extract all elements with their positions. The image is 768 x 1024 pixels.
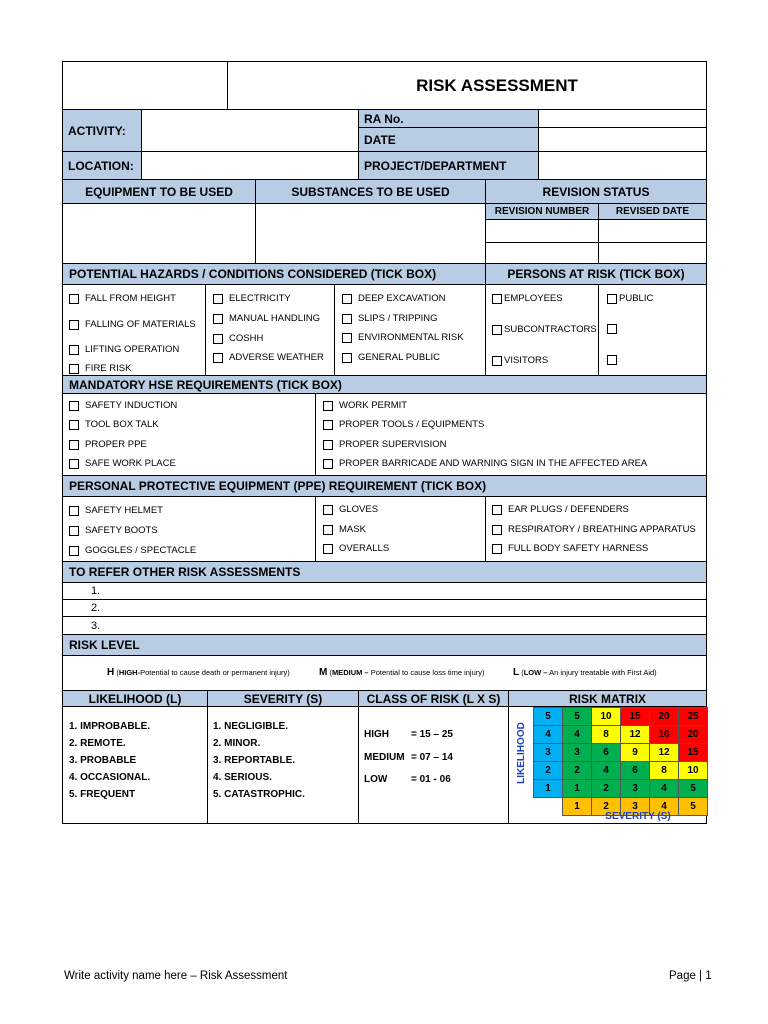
matrix-cell: 9	[620, 743, 650, 762]
severity-list	[207, 706, 359, 824]
hse-item[interactable]: PROPER TOOLS / EQUIPMENTS	[323, 419, 484, 430]
ppe-item[interactable]: FULL BODY SAFETY HARNESS	[492, 543, 648, 554]
checkbox[interactable]	[323, 440, 333, 450]
ppe-item[interactable]: GLOVES	[323, 504, 378, 515]
checkbox[interactable]	[323, 544, 333, 554]
activity-label: ACTIVITY:	[62, 109, 142, 152]
person-item[interactable]: VISITORS	[492, 355, 548, 366]
checkbox[interactable]	[69, 420, 79, 430]
persons-col-1	[485, 284, 599, 376]
class-item: LOW	[364, 774, 388, 785]
ppe-item[interactable]: OVERALLS	[323, 543, 389, 554]
hazard-item[interactable]: FALL FROM HEIGHT	[69, 293, 176, 304]
footer-right: Page | 1	[669, 970, 712, 982]
severity-item: 3. REPORTABLE.	[213, 755, 296, 766]
checkbox[interactable]	[69, 526, 79, 536]
likelihood-header: LIKELIHOOD (L)	[62, 690, 208, 707]
persons-col-2	[598, 284, 707, 376]
severity-item: 4. SERIOUS.	[213, 772, 272, 783]
class-list	[358, 706, 509, 824]
hse-col-2	[315, 393, 707, 476]
ppe-item[interactable]: SAFETY BOOTS	[69, 525, 158, 536]
location-field[interactable]	[141, 151, 359, 180]
checkbox[interactable]	[69, 401, 79, 411]
revised-date-header: REVISED DATE	[598, 203, 707, 220]
hazard-item[interactable]: LIFTING OPERATION	[69, 344, 179, 355]
location-label: LOCATION:	[62, 151, 142, 180]
hazard-item[interactable]: COSHH	[213, 333, 263, 344]
matrix-x-label: SEVERITY (S)	[605, 811, 671, 822]
activity-field[interactable]	[141, 109, 359, 152]
date-field[interactable]	[538, 127, 707, 152]
hse-item[interactable]: WORK PERMIT	[323, 400, 407, 411]
checkbox[interactable]	[342, 314, 352, 324]
checkbox[interactable]	[69, 364, 79, 374]
person-item[interactable]: PUBLIC	[607, 293, 653, 304]
project-field[interactable]	[538, 151, 707, 180]
ppe-item[interactable]: EAR PLUGS / DEFENDERS	[492, 504, 629, 515]
refer-line-2[interactable]: 2.	[62, 599, 707, 617]
checkbox[interactable]	[213, 353, 223, 363]
likelihood-item: 1. IMPROBABLE.	[69, 721, 151, 732]
ra-no-field[interactable]	[538, 109, 707, 128]
ppe-col-2	[315, 496, 486, 562]
person-item[interactable]	[607, 324, 619, 334]
refer-line-1[interactable]: 1.	[62, 582, 707, 600]
refer-line-3[interactable]: 3.	[62, 616, 707, 635]
hse-item[interactable]: SAFETY INDUCTION	[69, 400, 177, 411]
class-range: = 07 – 14	[411, 752, 453, 763]
substances-header: SUBSTANCES TO BE USED	[255, 179, 486, 204]
risk-low: L (LOW – An injury treatable with First Aid)	[513, 667, 657, 678]
matrix-cell: 10	[591, 707, 621, 726]
class-item: HIGH	[364, 729, 389, 740]
checkbox[interactable]	[323, 401, 333, 411]
matrix-cell: 3	[620, 779, 650, 798]
ppe-col-1	[62, 496, 316, 562]
checkbox[interactable]	[342, 333, 352, 343]
likelihood-axis-cell: 1	[533, 779, 563, 798]
severity-axis-cell: 3	[620, 797, 650, 816]
hse-item[interactable]: PROPER SUPERVISION	[323, 439, 447, 450]
matrix-cell: 2	[562, 761, 592, 780]
checkbox[interactable]	[492, 544, 502, 554]
likelihood-item: 2. REMOTE.	[69, 738, 126, 749]
checkbox[interactable]	[69, 440, 79, 450]
persons-header: PERSONS AT RISK (TICK BOX)	[485, 263, 707, 285]
equipment-header: EQUIPMENT TO BE USED	[62, 179, 256, 204]
person-item[interactable]: SUBCONTRACTORS	[492, 324, 597, 335]
matrix-cell: 6	[620, 761, 650, 780]
hazard-item[interactable]: DEEP EXCAVATION	[342, 293, 445, 304]
class-item: MEDIUM	[364, 752, 405, 763]
checkbox[interactable]	[69, 345, 79, 355]
risk-matrix	[508, 706, 707, 824]
date-label: DATE	[358, 127, 539, 152]
hazard-item[interactable]: ELECTRICITY	[213, 293, 291, 304]
title-box	[227, 61, 707, 110]
matrix-cell: 4	[649, 779, 679, 798]
revised-date-cell[interactable]	[598, 242, 707, 264]
hazard-item[interactable]: ENVIRONMENTAL RISK	[342, 332, 464, 343]
matrix-cell: 8	[649, 761, 679, 780]
severity-axis-cell: 1	[562, 797, 592, 816]
revised-date-cell[interactable]	[598, 219, 707, 243]
matrix-cell: 25	[678, 707, 708, 726]
checkbox[interactable]	[492, 294, 502, 304]
risk-level-header: RISK LEVEL	[62, 634, 707, 656]
likelihood-axis-cell: 2	[533, 761, 563, 780]
ppe-item[interactable]: GOGGLES / SPECTACLE	[69, 545, 196, 556]
matrix-cell: 16	[649, 725, 679, 744]
checkbox[interactable]	[69, 546, 79, 556]
hazard-item[interactable]: FALLING OF MATERIALS	[69, 319, 196, 330]
checkbox[interactable]	[323, 420, 333, 430]
hse-header: MANDATORY HSE REQUIREMENTS (TICK BOX)	[62, 375, 707, 394]
checkbox[interactable]	[213, 334, 223, 344]
equipment-field[interactable]	[62, 203, 256, 264]
checkbox[interactable]	[69, 294, 79, 304]
class-header: CLASS OF RISK (L X S)	[358, 690, 509, 707]
revision-status-header: REVISION STATUS	[485, 179, 707, 204]
hse-item[interactable]: TOOL BOX TALK	[69, 419, 159, 430]
matrix-cell: 1	[562, 779, 592, 798]
matrix-cell: 3	[562, 743, 592, 762]
matrix-cell: 15	[678, 743, 708, 762]
person-item[interactable]: EMPLOYEES	[492, 293, 563, 304]
revision-number-header: REVISION NUMBER	[485, 203, 599, 220]
matrix-cell: 5	[562, 707, 592, 726]
footer-left: Write activity name here – Risk Assessment	[64, 970, 288, 982]
hazard-item[interactable]: ADVERSE WEATHER	[213, 352, 324, 363]
hazard-item[interactable]: MANUAL HANDLING	[213, 313, 320, 324]
checkbox[interactable]	[492, 356, 502, 366]
severity-axis-cell: 2	[591, 797, 621, 816]
hazard-item[interactable]: FIRE RISK	[69, 363, 131, 374]
matrix-cell: 12	[620, 725, 650, 744]
checkbox[interactable]	[607, 355, 617, 365]
checkbox[interactable]	[69, 459, 79, 469]
severity-header: SEVERITY (S)	[207, 690, 359, 707]
likelihood-item: 4. OCCASIONAL.	[69, 772, 151, 783]
ppe-col-3	[485, 496, 707, 562]
ppe-item[interactable]: SAFETY HELMET	[69, 505, 163, 516]
substances-field[interactable]	[255, 203, 486, 264]
matrix-y-label: LIKELIHOOD	[516, 722, 527, 784]
matrix-cell: 6	[591, 743, 621, 762]
likelihood-list	[62, 706, 208, 824]
hazard-item[interactable]: SLIPS / TRIPPING	[342, 313, 438, 324]
severity-item: 1. NEGLIGIBLE.	[213, 721, 289, 732]
hazards-header: POTENTIAL HAZARDS / CONDITIONS CONSIDERED (TICK BOX)	[62, 263, 486, 285]
hazards-col-2	[205, 284, 335, 376]
revision-number-cell[interactable]	[485, 219, 599, 243]
likelihood-item: 5. FREQUENT	[69, 789, 136, 800]
hse-item[interactable]: PROPER BARRICADE AND WARNING SIGN IN THE AFFECTED AREA	[323, 458, 647, 469]
checkbox[interactable]	[213, 294, 223, 304]
checkbox[interactable]	[492, 505, 502, 515]
hazards-col-3	[334, 284, 486, 376]
matrix-cell: 20	[649, 707, 679, 726]
ra-no-label: RA No.	[358, 109, 539, 128]
likelihood-axis-cell: 5	[533, 707, 563, 726]
likelihood-item: 3. PROBABLE	[69, 755, 137, 766]
checkbox[interactable]	[607, 324, 617, 334]
matrix-header: RISK MATRIX	[508, 690, 707, 707]
revision-number-cell[interactable]	[485, 242, 599, 264]
ppe-item[interactable]: MASK	[323, 524, 366, 535]
hazards-col-1	[62, 284, 206, 376]
project-label: PROJECT/DEPARTMENT	[358, 151, 539, 180]
checkbox[interactable]	[342, 353, 352, 363]
checkbox[interactable]	[323, 459, 333, 469]
checkbox[interactable]	[213, 314, 223, 324]
ppe-item[interactable]: RESPIRATORY / BREATHING APPARATUS	[492, 524, 696, 535]
severity-axis-cell: 5	[678, 797, 708, 816]
matrix-grid	[533, 707, 709, 812]
matrix-cell: 15	[620, 707, 650, 726]
checkbox[interactable]	[323, 505, 333, 515]
ppe-header: PERSONAL PROTECTIVE EQUIPMENT (PPE) REQUIREMENT (TICK BOX)	[62, 475, 707, 497]
checkbox[interactable]	[323, 525, 333, 535]
logo-box	[62, 61, 228, 110]
severity-item: 5. CATASTROPHIC.	[213, 789, 305, 800]
hse-col-1	[62, 393, 316, 476]
matrix-cell: 10	[678, 761, 708, 780]
person-item[interactable]	[607, 355, 619, 365]
checkbox[interactable]	[607, 294, 617, 304]
severity-item: 2. MINOR.	[213, 738, 261, 749]
risk-medium: M (MEDIUM – Potential to cause loss time injury)	[319, 667, 485, 678]
matrix-cell: 20	[678, 725, 708, 744]
refer-header: TO REFER OTHER RISK ASSESSMENTS	[62, 561, 707, 583]
matrix-cell: 8	[591, 725, 621, 744]
class-range: = 01 - 06	[411, 774, 451, 785]
likelihood-axis-cell: 4	[533, 725, 563, 744]
hse-item[interactable]: SAFE WORK PLACE	[69, 458, 176, 469]
matrix-cell: 12	[649, 743, 679, 762]
hazard-item[interactable]: GENERAL PUBLIC	[342, 352, 440, 363]
checkbox[interactable]	[69, 320, 79, 330]
matrix-cell: 4	[591, 761, 621, 780]
checkbox[interactable]	[69, 506, 79, 516]
matrix-cell: 4	[562, 725, 592, 744]
page-title: RISK ASSESSMENT	[416, 75, 578, 95]
hse-item[interactable]: PROPER PPE	[69, 439, 147, 450]
matrix-cell: 5	[678, 779, 708, 798]
risk-high: H (HIGH-Potential to cause death or permanent injury)	[107, 667, 290, 678]
risk-level-legend	[62, 655, 707, 691]
checkbox[interactable]	[342, 294, 352, 304]
likelihood-axis-cell: 3	[533, 743, 563, 762]
class-range: = 15 – 25	[411, 729, 453, 740]
checkbox[interactable]	[492, 325, 502, 335]
severity-axis-cell: 4	[649, 797, 679, 816]
matrix-cell: 2	[591, 779, 621, 798]
checkbox[interactable]	[492, 525, 502, 535]
